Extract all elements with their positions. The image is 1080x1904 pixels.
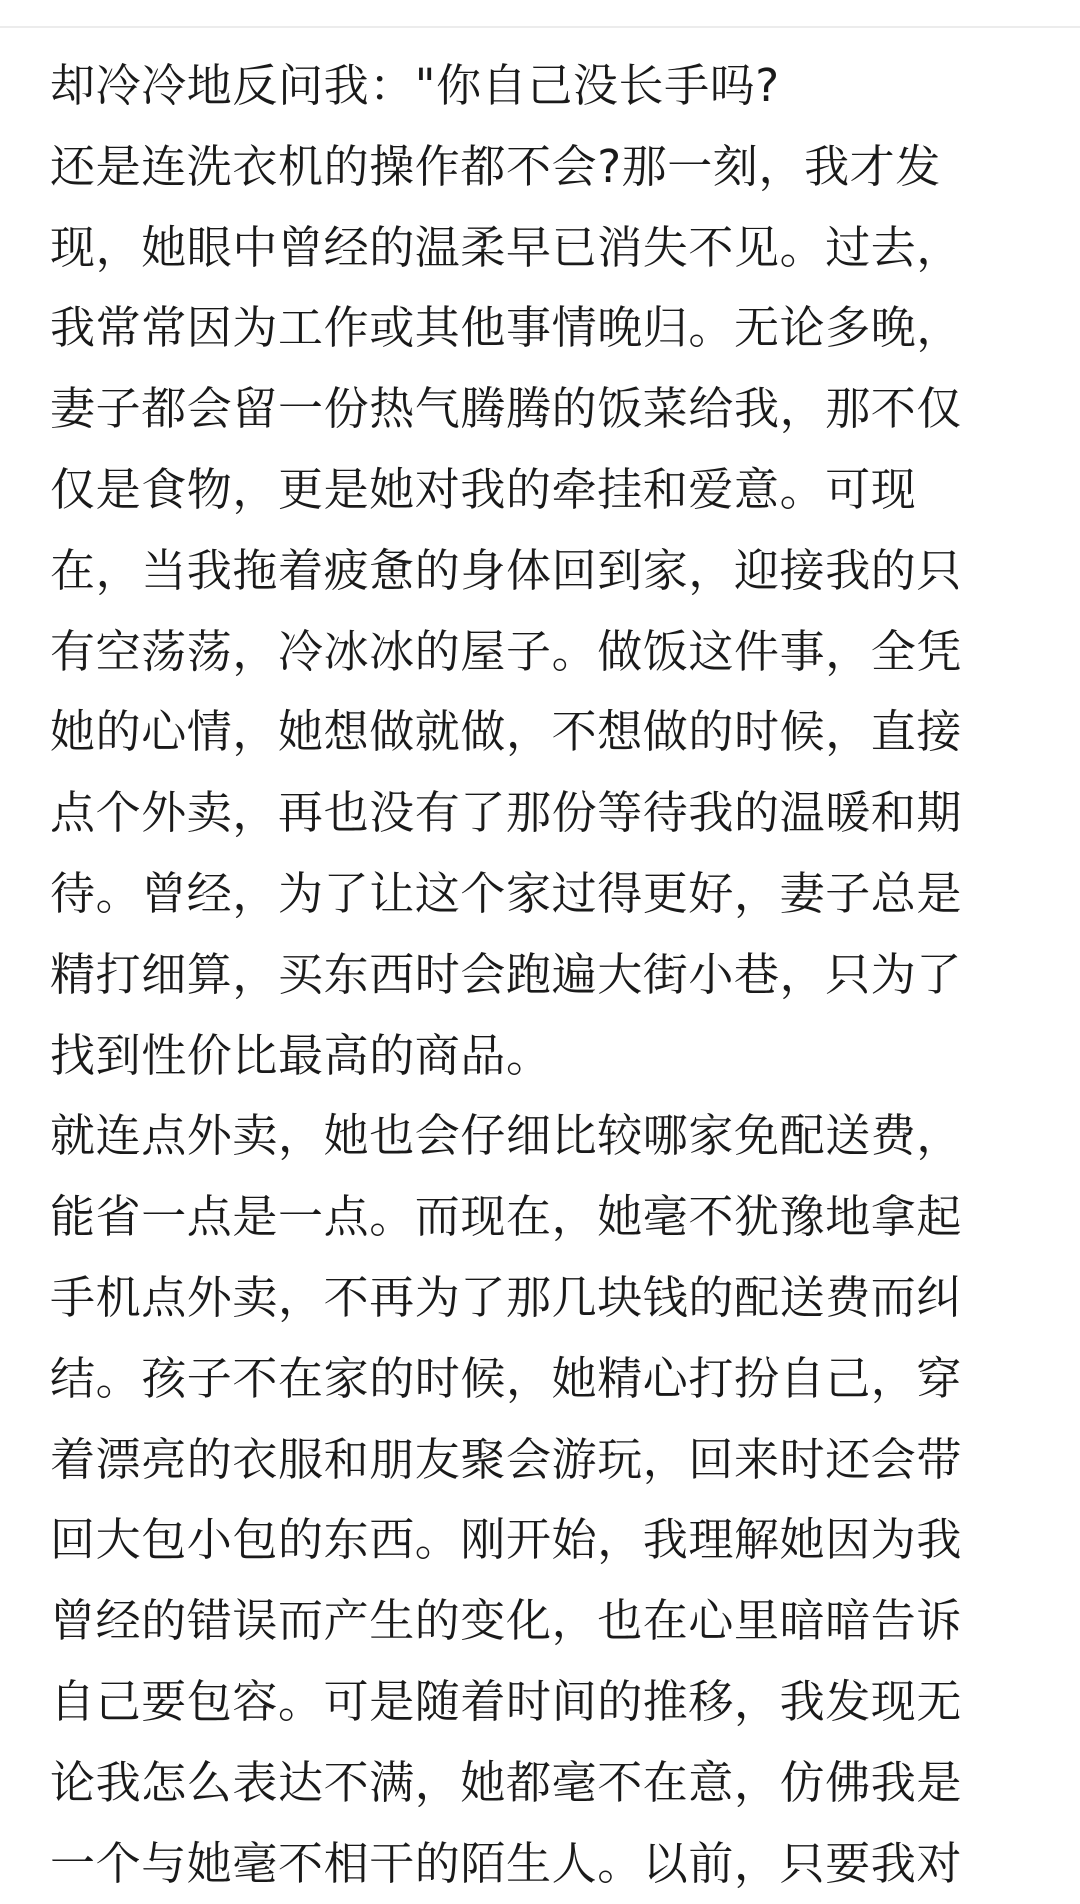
article-line: 论我怎么表达不满，她都毫不在意，仿佛我是 xyxy=(50,1755,963,1809)
article-line: 有空荡荡，冷冰冰的屋子。做饭这件事，全凭 xyxy=(50,624,963,678)
article-line: 着漂亮的衣服和朋友聚会游玩，回来时还会带 xyxy=(50,1432,963,1486)
article-line: 妻子都会留一份热气腾腾的饭菜给我，那不仅 xyxy=(50,382,963,436)
article-line: 仅是食物，更是她对我的牵挂和爱意。可现 xyxy=(50,462,917,516)
article-line: 就连点外卖，她也会仔细比较哪家免配送费， xyxy=(50,1109,963,1163)
article-line: 还是连洗衣机的操作都不会?那一刻，我才发 xyxy=(50,139,941,193)
article-line: 点个外卖，再也没有了那份等待我的温暖和期 xyxy=(50,786,963,840)
article-line: 精打细算，买东西时会跑遍大街小巷，只为了 xyxy=(50,947,963,1001)
article-line: 在，当我拖着疲惫的身体回到家，迎接我的只 xyxy=(50,543,963,597)
article-line: 现，她眼中曾经的温柔早已消失不见。过去， xyxy=(50,220,963,274)
article-line: 却冷冷地反问我："你自己没长手吗? xyxy=(50,59,780,112)
article-line: 回大包小包的东西。刚开始，我理解她因为我 xyxy=(50,1513,963,1567)
article-line: 手机点外卖，不再为了那几块钱的配送费而纠 xyxy=(50,1270,963,1324)
article-line: 自己要包容。可是随着时间的推移，我发现无 xyxy=(50,1674,963,1728)
top-divider xyxy=(0,26,1080,28)
article-body xyxy=(50,46,1040,1904)
article-line: 曾经的错误而产生的变化，也在心里暗暗告诉 xyxy=(50,1594,963,1648)
article-line: 能省一点是一点。而现在，她毫不犹豫地拿起 xyxy=(50,1190,963,1244)
article-line: 我常常因为工作或其他事情晚归。无论多晚， xyxy=(50,301,963,355)
article-line: 找到性价比最高的商品。 xyxy=(50,1028,552,1082)
article-line: 一个与她毫不相干的陌生人。以前，只要我对 xyxy=(50,1836,963,1890)
article-line: 结。孩子不在家的时候，她精心打扮自己，穿 xyxy=(50,1351,963,1405)
article-line: 待。曾经，为了让这个家过得更好，妻子总是 xyxy=(50,866,963,920)
article-line: 她的心情，她想做就做，不想做的时候，直接 xyxy=(50,705,963,759)
